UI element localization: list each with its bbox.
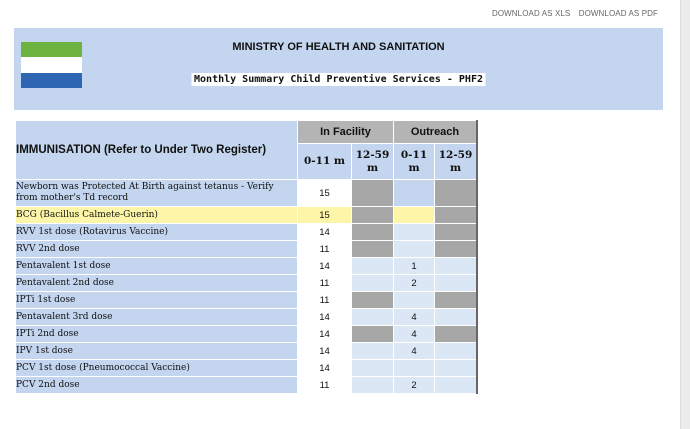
cell-value[interactable]: [435, 377, 478, 394]
cell-value[interactable]: [352, 360, 394, 377]
cell-value[interactable]: [435, 343, 478, 360]
table-row: [16, 224, 478, 241]
row-label: Pentavalent 1st dose: [16, 258, 298, 275]
cell-value[interactable]: 11: [298, 275, 352, 292]
table-row: [16, 343, 478, 360]
cell-value: [352, 292, 394, 309]
cell-value[interactable]: 11: [298, 241, 352, 258]
row-label: Newborn was Protected At Birth against tetanus - Verify from mother's Td record: [16, 180, 298, 207]
cell-value: [435, 207, 478, 224]
cell-value: [352, 180, 394, 207]
cell-value[interactable]: [352, 275, 394, 292]
cell-value[interactable]: [352, 377, 394, 394]
cell-value[interactable]: [435, 360, 478, 377]
cell-value: [435, 241, 478, 258]
cell-value[interactable]: [352, 258, 394, 275]
table-row: [16, 180, 478, 207]
cell-value[interactable]: [394, 207, 435, 224]
cell-value[interactable]: 14: [298, 326, 352, 343]
cell-value[interactable]: [352, 309, 394, 326]
cell-value[interactable]: [435, 258, 478, 275]
cell-value: [352, 224, 394, 241]
ministry-title: MINISTRY OF HEALTH AND SANITATION: [232, 41, 445, 53]
table-row: [16, 292, 478, 309]
cell-value[interactable]: 11: [298, 377, 352, 394]
cell-value[interactable]: [394, 241, 435, 258]
cell-value[interactable]: 15: [298, 180, 352, 207]
download-links: [486, 9, 658, 18]
cell-value[interactable]: [394, 292, 435, 309]
cell-value: [352, 326, 394, 343]
download-pdf-link[interactable]: DOWNLOAD AS PDF: [578, 9, 658, 18]
cell-value[interactable]: 14: [298, 343, 352, 360]
table-title: IMMUNISATION (Refer to Under Two Register): [16, 121, 298, 180]
row-label: BCG (Bacillus Calmete-Guerin): [16, 207, 298, 224]
report-title: Monthly Summary Child Preventive Services - PHF2: [191, 73, 486, 86]
table-row: [16, 326, 478, 343]
cell-value[interactable]: [394, 224, 435, 241]
col-outreach-12-59: 12-59 m: [435, 144, 478, 180]
cell-value: [435, 326, 478, 343]
cell-value[interactable]: [394, 360, 435, 377]
table-row: [16, 360, 478, 377]
row-label: Pentavalent 2nd dose: [16, 275, 298, 292]
cell-value[interactable]: 2: [394, 275, 435, 292]
group-in-facility: In Facility: [298, 121, 394, 144]
cell-value: [435, 180, 478, 207]
cell-value[interactable]: 1: [394, 258, 435, 275]
row-label: RVV 2nd dose: [16, 241, 298, 258]
table-row: [16, 258, 478, 275]
col-facility-12-59: 12-59 m: [352, 144, 394, 180]
cell-value[interactable]: 14: [298, 309, 352, 326]
row-label: Pentavalent 3rd dose: [16, 309, 298, 326]
row-label: IPV 1st dose: [16, 343, 298, 360]
cell-value[interactable]: 4: [394, 309, 435, 326]
table-row: [16, 309, 478, 326]
table-row: [16, 207, 478, 224]
cell-value[interactable]: [394, 180, 435, 207]
row-label: IPTi 2nd dose: [16, 326, 298, 343]
table-row: [16, 377, 478, 394]
cell-value[interactable]: 15: [298, 207, 352, 224]
cell-value[interactable]: [352, 343, 394, 360]
cell-value[interactable]: 14: [298, 258, 352, 275]
cell-value[interactable]: 2: [394, 377, 435, 394]
row-label: IPTi 1st dose: [16, 292, 298, 309]
row-label: PCV 1st dose (Pneumococcal Vaccine): [16, 360, 298, 377]
row-label: PCV 2nd dose: [16, 377, 298, 394]
immunisation-table: [15, 120, 478, 394]
cell-value: [352, 207, 394, 224]
table-row: [16, 275, 478, 292]
cell-value[interactable]: 4: [394, 326, 435, 343]
cell-value[interactable]: [435, 309, 478, 326]
cell-value[interactable]: [435, 275, 478, 292]
cell-value[interactable]: 14: [298, 360, 352, 377]
cell-value: [435, 224, 478, 241]
cell-value: [352, 241, 394, 258]
download-xls-link[interactable]: DOWNLOAD AS XLS: [491, 9, 571, 18]
scrollbar[interactable]: [680, 0, 690, 429]
col-facility-0-11: 0-11 m: [298, 144, 352, 180]
col-outreach-0-11: 0-11 m: [394, 144, 435, 180]
report-header: [14, 28, 663, 110]
cell-value[interactable]: 4: [394, 343, 435, 360]
table-row: [16, 241, 478, 258]
cell-value[interactable]: 14: [298, 224, 352, 241]
group-outreach: Outreach: [394, 121, 478, 144]
cell-value: [435, 292, 478, 309]
row-label: RVV 1st dose (Rotavirus Vaccine): [16, 224, 298, 241]
cell-value[interactable]: 11: [298, 292, 352, 309]
